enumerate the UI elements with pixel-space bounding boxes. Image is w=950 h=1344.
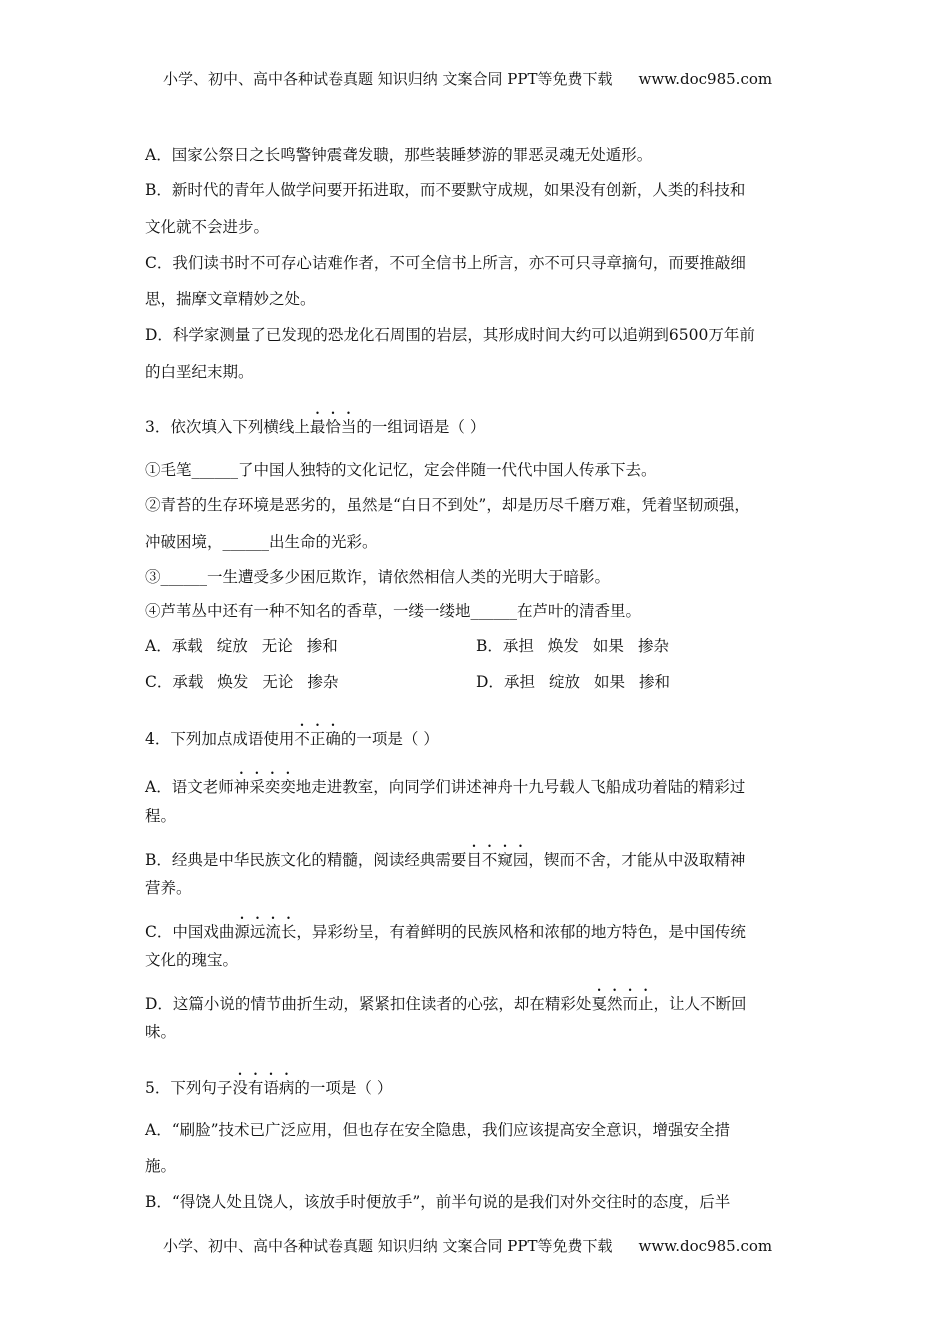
page-footer: [163, 1236, 772, 1256]
option-label: D．: [476, 673, 504, 691]
option-word: 掺杂: [307, 673, 339, 691]
q4-option-a-cont: 程。: [145, 807, 177, 825]
option-word: 承担: [503, 673, 535, 691]
q3-sentence-4: ④芦苇丛中还有一种不知名的香草，一缕一缕地______在芦叶的清香里。: [145, 602, 642, 620]
q4-question: [145, 721, 439, 748]
q4-option-b: [145, 842, 746, 869]
text: ，锲而不舍，才能从中汲取精神: [528, 851, 746, 869]
q3-options-row-1: [145, 636, 805, 656]
option-label: A．: [145, 637, 172, 655]
q2-option-d: D．科学家测量了已发现的恐龙化石周围的岩层，其形成时间大约可以追朔到6500万年前: [145, 326, 755, 344]
q3-pre: 3．依次填入下列横线上: [145, 418, 310, 436]
q4-option-d: [145, 986, 747, 1013]
q4-pre: 4．下列加点成语使用: [145, 730, 295, 748]
q4-post: 的一项是（ ）: [340, 730, 439, 748]
q2-option-c-cont: 思，揣摩文章精妙之处。: [145, 290, 316, 308]
q2-option-d-cont: 的白垩纪末期。: [145, 363, 254, 381]
q3-options-row-2: [145, 672, 805, 692]
q5-option-a: A．“刷脸”技术已广泛应用，但也存在安全隐患，我们应该提高安全意识，增强安全措: [145, 1121, 731, 1139]
header-text: 小学、初中、高中各种试卷真题 知识归纳 文案合同 PPT等免费下载: [163, 70, 613, 88]
option-label: B．: [476, 637, 503, 655]
idiom-emphasis: 戛然而止: [591, 995, 654, 1013]
q3-post: 的一组词语是（ ）: [356, 418, 486, 436]
footer-text: 小学、初中、高中各种试卷真题 知识归纳 文案合同 PPT等免费下载: [163, 1237, 613, 1255]
q3-question: [145, 409, 486, 436]
option-word: 焕发: [547, 637, 579, 655]
q5-option-b: B．“得饶人处且饶人，该放手时便放手”，前半句说的是我们对外交往时的态度，后半: [145, 1193, 731, 1211]
option-word: 承载: [172, 673, 204, 691]
page-header: [163, 69, 772, 89]
header-site: www.doc985.com: [638, 70, 773, 88]
text: ，异彩纷呈，有着鲜明的民族风格和浓郁的地方特色，是中国传统: [296, 923, 746, 941]
q2-option-c: C．我们读书时不可存心诘难作者，不可全信书上所言，亦不可只寻章摘句，而要推敲细: [145, 254, 746, 272]
option-word: 绽放: [216, 637, 248, 655]
idiom-emphasis: 神采奕奕: [233, 778, 296, 796]
footer-site: www.doc985.com: [638, 1237, 773, 1255]
q5-question: [145, 1070, 393, 1097]
q2-option-a: A．国家公祭日之长鸣警钟震聋发聩，那些装睡梦游的罪恶灵魂无处遁形。: [145, 146, 653, 164]
q3-emphasis: 最恰当: [309, 418, 357, 436]
option-word: 掺杂: [637, 637, 669, 655]
q4-option-c-cont: 文化的瑰宝。: [145, 951, 239, 969]
q3-sentence-2: ②青苔的生存环境是恶劣的，虽然是“白日不到处”，却是历尽千磨万难，凭着坚韧顽强，: [145, 496, 750, 514]
q5-option-a-cont: 施。: [145, 1157, 177, 1175]
option-word: 掺和: [638, 673, 670, 691]
q5-post: 的一项是（ ）: [294, 1079, 393, 1097]
text: B．经典是中华民族文化的精髓，阅读经典需要: [145, 851, 467, 869]
q3-option-b: [476, 636, 669, 656]
idiom-emphasis: 目不窥园: [466, 851, 529, 869]
option-word: 绽放: [548, 673, 580, 691]
q3-sentence-2-cont: 冲破困境，______出生命的光彩。: [145, 533, 378, 551]
q3-option-c: [145, 672, 338, 692]
q4-option-d-cont: 味。: [145, 1023, 177, 1041]
q4-emphasis: 不正确: [294, 730, 341, 748]
q2-option-b-cont: 文化就不会进步。: [145, 218, 270, 236]
option-word: 承载: [171, 637, 203, 655]
q4-option-a: [145, 769, 746, 796]
q3-sentence-1: ①毛笔______了中国人独特的文化记忆，定会伴随一代代中国人传承下去。: [145, 461, 657, 479]
text: C．中国戏曲: [145, 923, 235, 941]
q2-option-b: B．新时代的青年人做学问要开拓进取，而不要默守成规，如果没有创新，人类的科技和: [145, 181, 746, 199]
option-word: 无论: [262, 673, 294, 691]
text: 地走进教室，向同学们讲述神舟十九号载人飞船成功着陆的精彩过: [295, 778, 746, 796]
q4-option-c: [145, 914, 746, 941]
option-label: C．: [145, 673, 173, 691]
q5-emphasis: 没有语病: [232, 1079, 295, 1097]
q3-option-a: [145, 636, 338, 656]
option-word: 如果: [593, 673, 625, 691]
text: A．语文老师: [145, 778, 234, 796]
option-word: 掺和: [306, 637, 338, 655]
q5-pre: 5．下列句子: [145, 1079, 233, 1097]
option-word: 无论: [261, 637, 293, 655]
text: D．这篇小说的情节曲折生动，紧紧扣住读者的心弦，却在精彩处: [145, 995, 592, 1013]
option-word: 焕发: [217, 673, 249, 691]
q3-option-d: [476, 672, 670, 692]
q3-sentence-3: ③______一生遭受多少困厄欺诈，请依然相信人类的光明大于暗影。: [145, 568, 611, 586]
option-word: 如果: [592, 637, 624, 655]
idiom-emphasis: 源远流长: [234, 923, 297, 941]
option-word: 承担: [502, 637, 534, 655]
text: ，让人不断回: [653, 995, 747, 1013]
q4-option-b-cont: 营养。: [145, 879, 192, 897]
